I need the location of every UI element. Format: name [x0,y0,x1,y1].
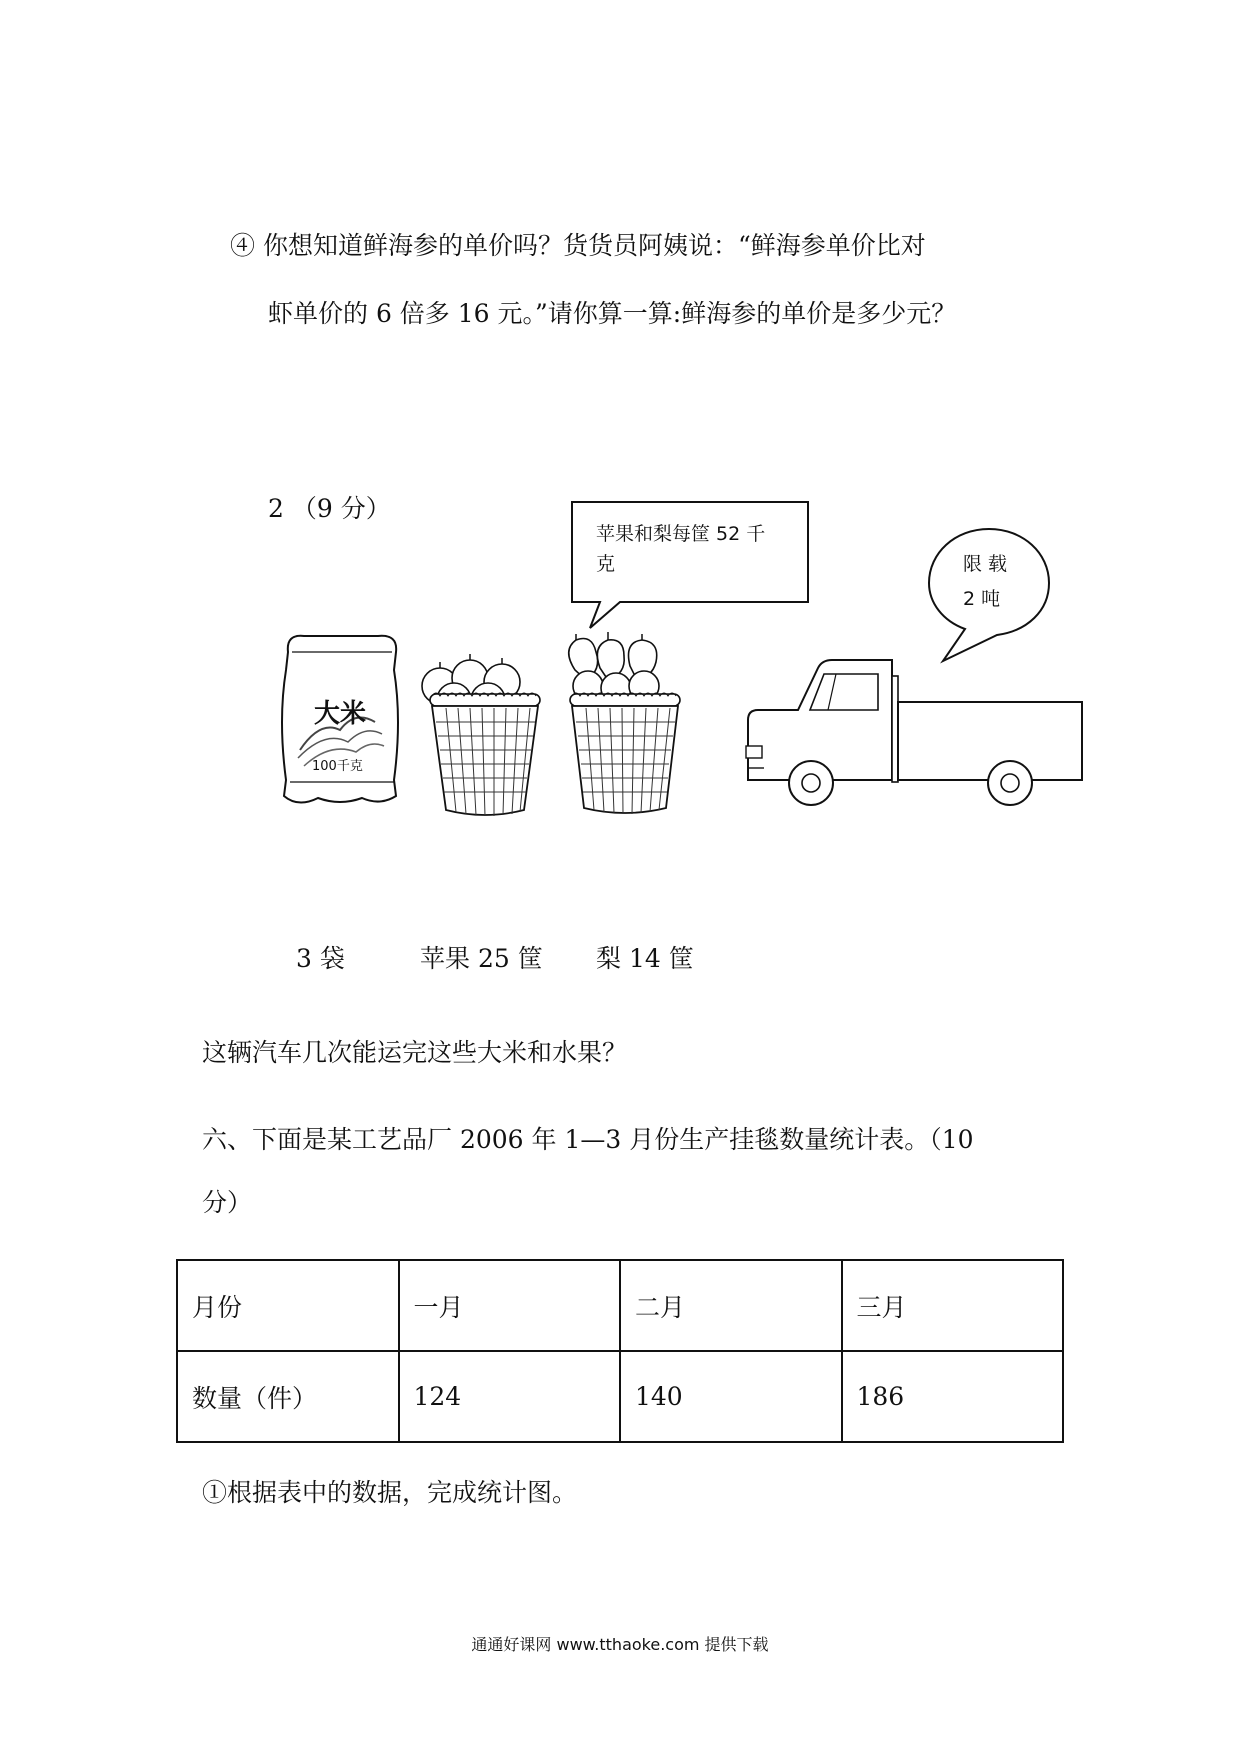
speech-fruit-line-1: 苹果和梨每筐 52 千 [596,523,766,545]
table-row [177,1260,1063,1351]
table-cell: 140 [620,1351,842,1442]
pear-basket-image [569,632,680,814]
problem-2-heading: 2 （9 分） [268,494,391,523]
speech-truck-line-1: 限 载 [963,553,1008,575]
speech-bubble-fruit [570,500,810,630]
table-header-cell: 月份 [177,1260,399,1351]
quantity-rice: 3 袋 [296,944,345,973]
problem-2-question: 这辆汽车几次能运完这些大米和水果？ [202,1038,628,1067]
rice-bag-image [282,636,398,803]
footer-source: 通通好课网 www.tthaoke.com 提供下载 [471,1635,769,1654]
speech-truck-line-2: 2 吨 [963,588,1001,610]
table-row [177,1351,1063,1442]
quantity-pear: 梨 14 筐 [596,944,694,973]
illustration [270,630,1100,830]
production-table [176,1259,1064,1443]
question-4-line-2: 虾单价的 6 倍多 16 元。”请你算一算:鲜海参的单价是多少元？ [268,299,957,328]
rice-bag-weight: 100千克 [312,759,363,774]
rice-bag-label: 大米 [314,699,367,729]
table-header-cell: 一月 [399,1260,621,1351]
table-header-cell: 二月 [620,1260,842,1351]
table-header-cell: 三月 [842,1260,1064,1351]
section-6-heading-line-2: 分） [202,1188,253,1217]
apple-basket-image [422,654,540,816]
truck-image [746,660,1082,805]
table-cell: 124 [399,1351,621,1442]
table-cell: 数量（件） [177,1351,399,1442]
speech-fruit-line-2: 克 [596,553,616,575]
question-4-line-1: ④ 你想知道鲜海参的单价吗？货货员阿姨说：“鲜海参单价比对 [230,231,926,260]
section-6-heading-line-1: 六、下面是某工艺品厂 2006 年 1—3 月份生产挂毯数量统计表。（10 [202,1125,974,1154]
section-6-subquestion: ①根据表中的数据，完成统计图。 [202,1478,578,1507]
quantity-apple: 苹果 25 筐 [420,944,543,973]
table-cell: 186 [842,1351,1064,1442]
